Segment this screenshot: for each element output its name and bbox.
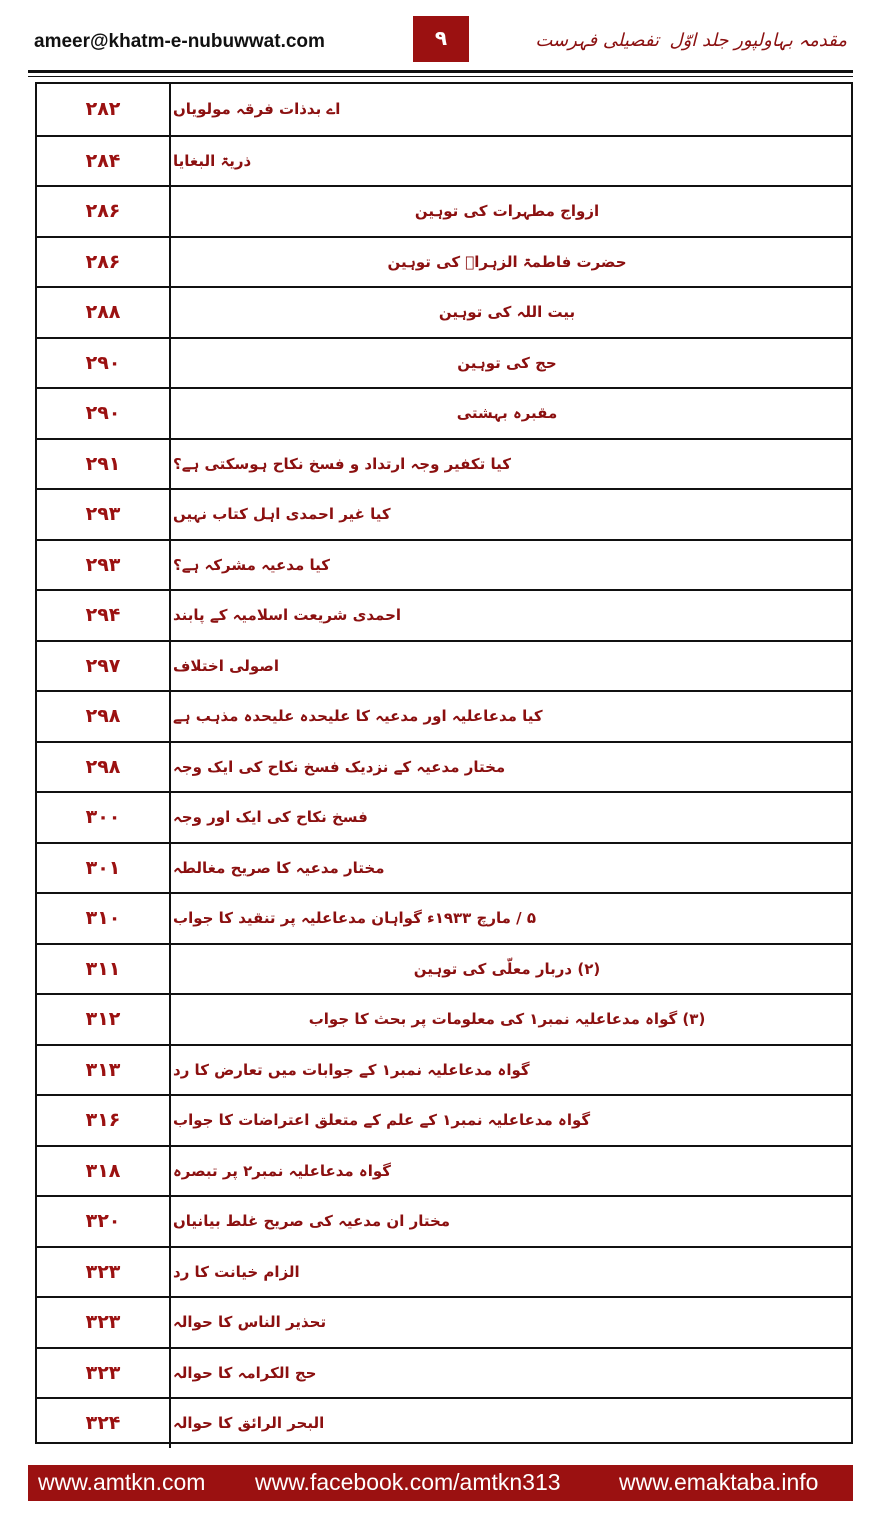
header-rule-thin bbox=[28, 76, 853, 77]
table-row bbox=[37, 1195, 851, 1246]
entry-title: (۳) گواہ مدعاعلیہ نمبر۱ کی معلومات پر بحث کا جواب bbox=[308, 1010, 706, 1029]
column-divider bbox=[169, 137, 171, 186]
entry-title: گواہ مدعاعلیہ نمبر۲ پر تبصرہ bbox=[173, 1161, 391, 1180]
page-reference: ۲۸۲ bbox=[85, 98, 121, 121]
entry-title: مختار ان مدعیہ کی صریح غلط بیانیاں bbox=[173, 1212, 451, 1231]
table-row bbox=[37, 1296, 851, 1347]
page-reference: ۲۸۴ bbox=[85, 149, 121, 172]
entry-title: مختار مدعیہ کے نزدیک فسخ نکاح کی ایک وجہ bbox=[173, 757, 506, 776]
table-row bbox=[37, 337, 851, 388]
column-divider bbox=[169, 591, 171, 640]
entry-title: (۲) دربار معلّی کی توہین bbox=[413, 959, 601, 978]
entry-title: فسخ نکاح کی ایک اور وجہ bbox=[173, 808, 368, 827]
entry-title: حج کی توہین bbox=[457, 353, 557, 372]
page-header bbox=[0, 0, 881, 72]
table-row bbox=[37, 488, 851, 539]
table-row bbox=[37, 690, 851, 741]
page-reference: ۲۹۴ bbox=[85, 604, 121, 627]
column-divider bbox=[169, 84, 171, 135]
entry-title: ازواج مطہرات کی توہین bbox=[414, 202, 600, 221]
column-divider bbox=[169, 642, 171, 691]
entry-title: مقبرہ بہشتی bbox=[456, 404, 558, 423]
entry-title: گواہ مدعاعلیہ نمبر۱ کے علم کے متعلق اعتراضات کا جواب bbox=[173, 1111, 591, 1130]
entry-title: ۵ / مارچ ۱۹۳۳ء گواہان مدعاعلیہ پر تنقید کا جواب bbox=[173, 909, 536, 928]
page-reference: ۳۲۴ bbox=[85, 1412, 121, 1435]
table-row bbox=[37, 286, 851, 337]
table-row bbox=[37, 236, 851, 287]
column-divider bbox=[169, 1298, 171, 1347]
book-title: مقدمہ بہاولپور جلد اوّل bbox=[669, 30, 847, 51]
entry-title: کیا غیر احمدی اہل کتاب نہیں bbox=[173, 505, 391, 524]
footer-link-facebook[interactable]: www.facebook.com/amtkn313 bbox=[255, 1469, 561, 1495]
contents-table bbox=[35, 82, 853, 1444]
entry-title: کیا مدعاعلیہ اور مدعیہ کا علیحدہ علیحدہ مذہب ہے bbox=[173, 707, 543, 726]
column-divider bbox=[169, 339, 171, 388]
table-row bbox=[37, 438, 851, 489]
entry-title: مختار مدعیہ کا صریح مغالطہ bbox=[173, 858, 385, 877]
column-divider bbox=[169, 1046, 171, 1095]
page-reference: ۳۰۰ bbox=[85, 806, 121, 829]
page-reference: ۲۹۷ bbox=[85, 654, 121, 677]
entry-title: تحذیر الناس کا حوالہ bbox=[173, 1313, 327, 1332]
entry-title: گواہ مدعاعلیہ نمبر۱ کے جوابات میں تعارض کا رد bbox=[173, 1060, 530, 1079]
page-reference: ۳۲۰ bbox=[85, 1210, 121, 1233]
table-row bbox=[37, 842, 851, 893]
page-reference: ۳۱۸ bbox=[85, 1159, 121, 1182]
table-row bbox=[37, 741, 851, 792]
entry-title: ذریۃ البغایا bbox=[173, 151, 252, 170]
table-row bbox=[37, 943, 851, 994]
column-divider bbox=[169, 1197, 171, 1246]
column-divider bbox=[169, 440, 171, 489]
table-row bbox=[37, 185, 851, 236]
page-reference: ۲۹۰ bbox=[85, 351, 121, 374]
page-reference: ۳۱۱ bbox=[85, 957, 121, 980]
column-divider bbox=[169, 945, 171, 994]
column-divider bbox=[169, 995, 171, 1044]
page-reference: ۲۹۰ bbox=[85, 402, 121, 425]
table-row bbox=[37, 135, 851, 186]
table-row bbox=[37, 791, 851, 842]
column-divider bbox=[169, 793, 171, 842]
column-divider bbox=[169, 187, 171, 236]
page-reference: ۲۹۸ bbox=[85, 705, 121, 728]
table-row bbox=[37, 1145, 851, 1196]
entry-title: الزام خیانت کا رد bbox=[173, 1262, 300, 1281]
column-divider bbox=[169, 894, 171, 943]
entry-title: حج الکرامہ کا حوالہ bbox=[173, 1363, 317, 1382]
page-reference: ۲۸۶ bbox=[85, 250, 121, 273]
footer-bar bbox=[28, 1465, 853, 1501]
page-reference: ۳۱۲ bbox=[85, 1008, 121, 1031]
entry-title: اے بدذات فرقہ مولویاں bbox=[173, 100, 341, 119]
column-divider bbox=[169, 288, 171, 337]
page-reference: ۲۹۱ bbox=[85, 452, 121, 475]
page-reference: ۲۹۳ bbox=[85, 553, 121, 576]
table-row bbox=[37, 1347, 851, 1398]
table-row bbox=[37, 640, 851, 691]
page-reference: ۳۱۶ bbox=[85, 1109, 121, 1132]
entry-title: اصولی اختلاف bbox=[173, 656, 279, 675]
footer-link-emaktaba[interactable]: www.emaktaba.info bbox=[619, 1469, 819, 1495]
column-divider bbox=[169, 541, 171, 590]
page-reference: ۲۹۳ bbox=[85, 503, 121, 526]
table-row bbox=[37, 589, 851, 640]
page-reference: ۲۹۸ bbox=[85, 755, 121, 778]
header-email[interactable]: ameer@khatm-e-nubuwwat.com bbox=[34, 31, 325, 52]
column-divider bbox=[169, 1248, 171, 1297]
header-rule bbox=[28, 70, 853, 73]
toc-label: تفصیلی فہرست bbox=[535, 30, 659, 51]
table-row bbox=[37, 539, 851, 590]
page-reference: ۳۲۳ bbox=[85, 1311, 121, 1334]
page-reference: ۳۲۳ bbox=[85, 1260, 121, 1283]
entry-title: کیا تکفیر وجہ ارتداد و فسخ نکاح ہوسکتی ہے؟ bbox=[173, 454, 511, 473]
table-row bbox=[37, 1094, 851, 1145]
column-divider bbox=[169, 238, 171, 287]
column-divider bbox=[169, 1349, 171, 1398]
table-row bbox=[37, 1246, 851, 1297]
page-reference: ۳۱۰ bbox=[85, 907, 121, 930]
page-reference: ۳۱۳ bbox=[85, 1058, 121, 1081]
table-row bbox=[37, 387, 851, 438]
entry-title: حضرت فاطمۃ الزہراؓ کی توہین bbox=[387, 252, 627, 271]
table-row bbox=[37, 993, 851, 1044]
table-row bbox=[37, 1397, 851, 1448]
column-divider bbox=[169, 1096, 171, 1145]
footer-link-amtkn[interactable]: www.amtkn.com bbox=[38, 1469, 206, 1495]
column-divider bbox=[169, 692, 171, 741]
table-row bbox=[37, 892, 851, 943]
table-row bbox=[37, 1044, 851, 1095]
column-divider bbox=[169, 1147, 171, 1196]
page-reference: ۳۰۱ bbox=[85, 856, 121, 879]
column-divider bbox=[169, 743, 171, 792]
page-reference: ۲۸۸ bbox=[85, 301, 121, 324]
page-reference: ۲۸۶ bbox=[85, 200, 121, 223]
table-row bbox=[37, 84, 851, 135]
page-reference: ۳۲۳ bbox=[85, 1361, 121, 1384]
column-divider bbox=[169, 1399, 171, 1448]
column-divider bbox=[169, 490, 171, 539]
entry-title: احمدی شریعت اسلامیہ کے پابند bbox=[173, 606, 402, 625]
entry-title: البحر الرائق کا حوالہ bbox=[173, 1414, 325, 1433]
page-number: ۹ bbox=[413, 16, 469, 62]
entry-title: کیا مدعیہ مشرکہ ہے؟ bbox=[173, 555, 330, 574]
column-divider bbox=[169, 389, 171, 438]
entry-title: بیت اللہ کی توہین bbox=[438, 303, 576, 322]
column-divider bbox=[169, 844, 171, 893]
